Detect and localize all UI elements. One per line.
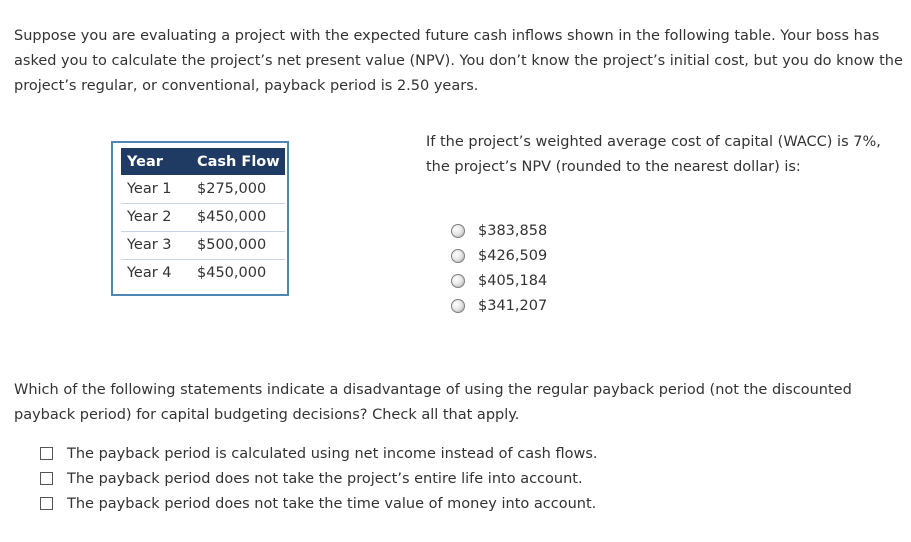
radio-button[interactable] xyxy=(451,249,465,263)
radio-button[interactable] xyxy=(451,224,465,238)
header-year: Year xyxy=(121,148,193,175)
npv-option-1[interactable] xyxy=(451,218,547,243)
table-row xyxy=(121,231,285,259)
payback-option-3[interactable] xyxy=(40,491,598,516)
cash-flow-table xyxy=(121,148,285,287)
cell-year: Year 4 xyxy=(127,265,172,282)
table-row xyxy=(121,203,285,231)
npv-options xyxy=(451,218,547,318)
header-cash-flow: Cash Flow xyxy=(193,148,285,175)
cell-cash-flow: $450,000 xyxy=(193,203,285,231)
table-header-row xyxy=(121,148,285,175)
option-label: The payback period does not take the project’s entire life into account. xyxy=(67,470,583,487)
checkbox[interactable] xyxy=(40,472,53,485)
option-label: The payback period does not take the time value of money into account. xyxy=(67,495,597,512)
option-label: $383,858 xyxy=(478,222,548,239)
intro-paragraph: Suppose you are evaluating a project with the expected future cash inflows shown in the following table. Your boss has asked you to calculate the project’s net present value (NPV). You don’t know the project’s initial cost, but you do know the project’s regular, or conventional, payback period is 2.50 years. xyxy=(14,28,903,94)
option-label: $341,207 xyxy=(478,297,548,314)
payback-question-text: Which of the following statements indicate a disadvantage of using the regular payback period (not the discounted payback period) for capital budgeting decisions? Check all that apply. xyxy=(14,382,852,423)
npv-option-2[interactable] xyxy=(451,243,547,268)
cash-flow-table-container xyxy=(111,141,289,296)
npv-option-3[interactable] xyxy=(451,268,547,293)
cell-year: Year 2 xyxy=(121,203,193,231)
table-row xyxy=(121,259,285,287)
radio-button[interactable] xyxy=(451,299,465,313)
npv-question-text: If the project’s weighted average cost of capital (WACC) is 7%, the project’s NPV (rounded to the nearest dollar) is: xyxy=(426,134,881,175)
checkbox[interactable] xyxy=(40,447,53,460)
cell-cash-flow: $275,000 xyxy=(193,175,285,203)
option-label: The payback period is calculated using net income instead of cash flows. xyxy=(67,445,598,462)
payback-option-2[interactable] xyxy=(40,466,598,491)
cell-cash-flow: $500,000 xyxy=(193,231,285,259)
radio-button[interactable] xyxy=(451,274,465,288)
payback-options xyxy=(40,441,598,516)
cell-cash-flow: $450,000 xyxy=(197,265,267,282)
checkbox[interactable] xyxy=(40,497,53,510)
payback-option-1[interactable] xyxy=(40,441,598,466)
cell-year: Year 1 xyxy=(121,175,193,203)
cell-year: Year 3 xyxy=(121,231,193,259)
option-label: $426,509 xyxy=(478,247,548,264)
npv-option-4[interactable] xyxy=(451,293,547,318)
table-row xyxy=(121,175,285,203)
option-label: $405,184 xyxy=(478,272,548,289)
